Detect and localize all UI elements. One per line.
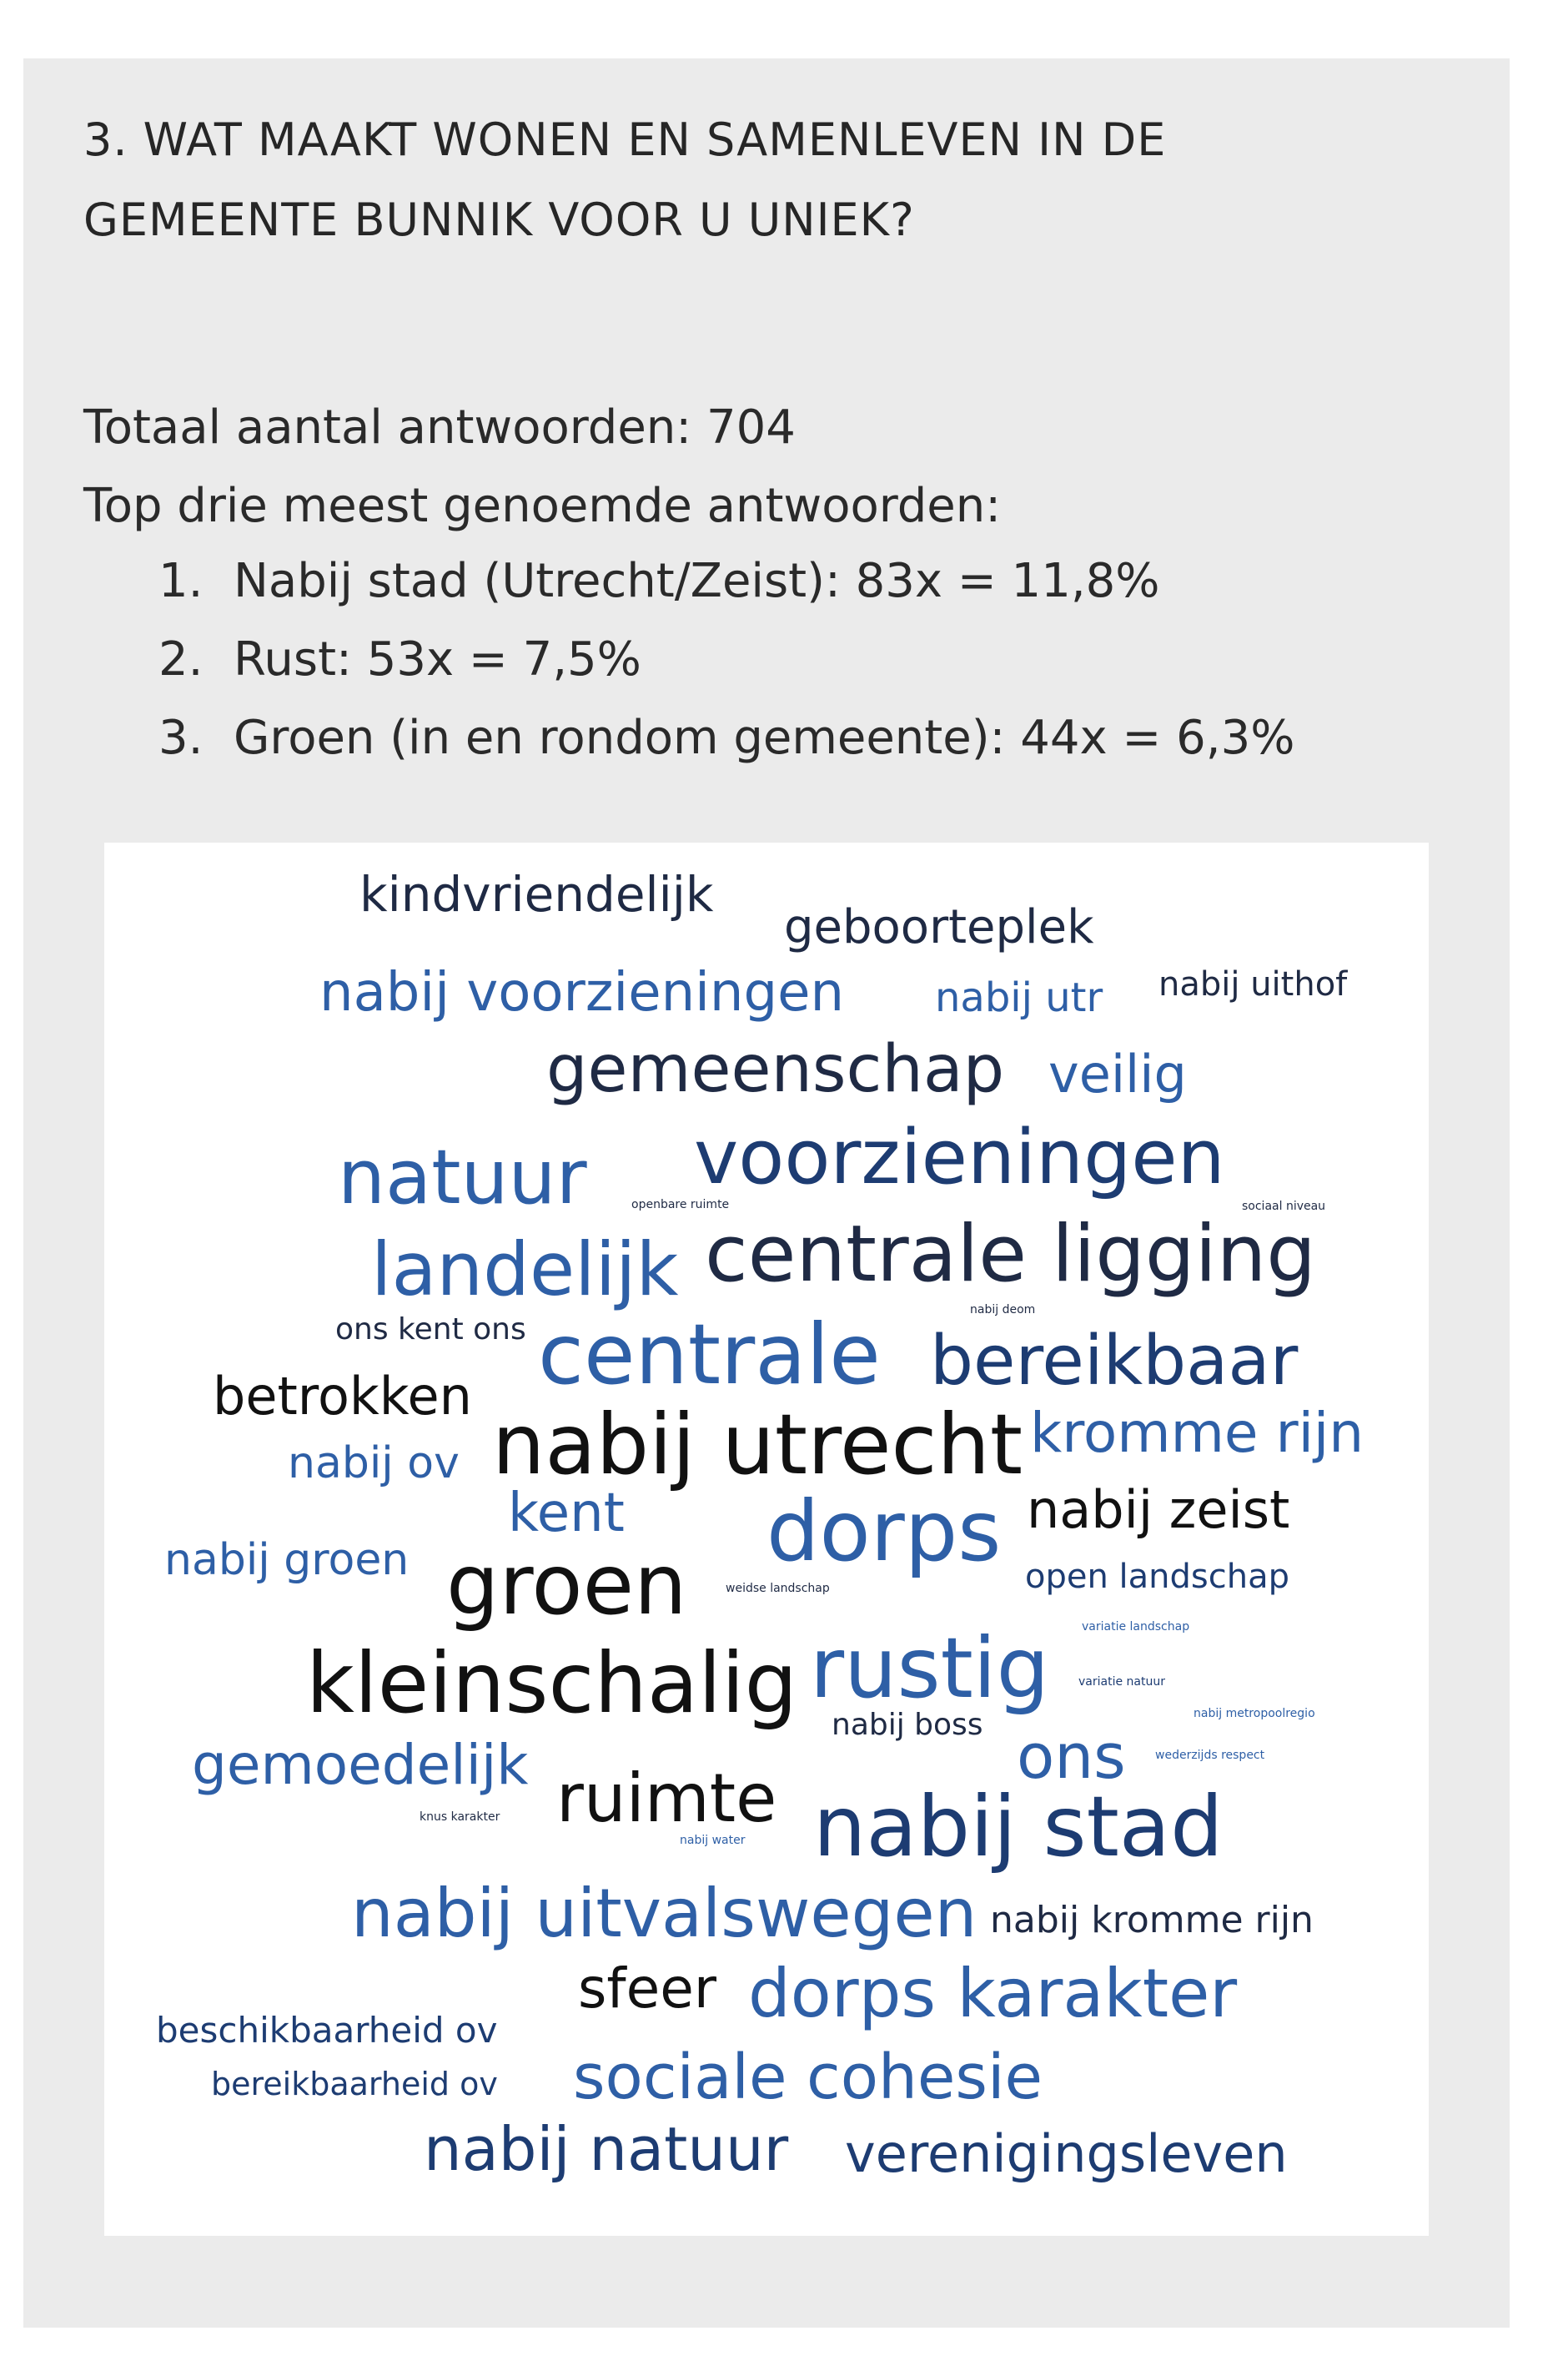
cloud-word: nabij metropoolregio xyxy=(1194,1707,1315,1720)
list-number: 1. xyxy=(158,554,204,608)
cloud-word: gemoedelijk xyxy=(192,1733,529,1797)
heading-line-1: 3. WAT MAAKT WONEN EN SAMENLEVEN IN DE xyxy=(83,113,1167,166)
cloud-word: groen xyxy=(446,1536,687,1634)
cloud-word: voorzieningen xyxy=(694,1114,1225,1201)
cloud-word: centrale ligging xyxy=(705,1209,1316,1300)
list-number: 3. xyxy=(158,711,204,765)
cloud-word: beschikbaarheid ov xyxy=(156,2010,498,2051)
cloud-word: kent xyxy=(508,1483,625,1544)
cloud-word: nabij deom xyxy=(970,1303,1036,1316)
top-three-intro: Top drie meest genoemde antwoorden: xyxy=(83,479,1002,533)
cloud-word: nabij kromme rijn xyxy=(990,1899,1314,1941)
cloud-word: nabij utrecht xyxy=(492,1396,1023,1493)
cloud-word: openbare ruimte xyxy=(631,1198,730,1211)
cloud-word: nabij natuur xyxy=(424,2114,789,2184)
cloud-word: bereikbaarheid ov xyxy=(211,2066,498,2102)
total-answers: Totaal aantal antwoorden: 704 xyxy=(83,400,796,455)
top-answer-2 xyxy=(158,632,641,687)
cloud-word: nabij water xyxy=(680,1834,746,1847)
cloud-word: kromme rijn xyxy=(1030,1401,1364,1465)
cloud-word: ons kent ons xyxy=(335,1312,526,1347)
cloud-word: open landschap xyxy=(1025,1558,1289,1596)
word-cloud xyxy=(104,843,1429,2236)
cloud-word: landelijk xyxy=(371,1226,679,1312)
list-text: Groen (in en rondom gemeente): 44x = 6,3% xyxy=(234,711,1295,765)
cloud-word: knus karakter xyxy=(420,1810,500,1824)
cloud-word: ons xyxy=(1017,1721,1126,1793)
cloud-word: nabij uitvalswegen xyxy=(351,1875,977,1952)
cloud-word: kindvriendelijk xyxy=(359,866,714,923)
cloud-word: ruimte xyxy=(556,1759,777,1837)
cloud-word: veilig xyxy=(1048,1044,1187,1105)
cloud-word: nabij zeist xyxy=(1027,1479,1290,1540)
cloud-word: nabij stad xyxy=(813,1778,1224,1875)
cloud-word: dorps karakter xyxy=(748,1955,1238,2032)
cloud-word: nabij groen xyxy=(164,1535,410,1585)
cloud-word: gemeenschap xyxy=(546,1032,1005,1107)
cloud-word: nabij boss xyxy=(832,1708,983,1742)
cloud-word: bereikbaar xyxy=(930,1321,1299,1401)
cloud-word: nabij voorzieningen xyxy=(319,962,845,1024)
cloud-word: nabij uithof xyxy=(1158,965,1348,1004)
cloud-word: sociaal niveau xyxy=(1242,1200,1326,1213)
question-heading xyxy=(83,100,1385,260)
cloud-word: variatie natuur xyxy=(1078,1675,1165,1689)
cloud-word: natuur xyxy=(338,1134,587,1221)
cloud-word: nabij utr xyxy=(935,974,1103,1021)
cloud-word: variatie landschap xyxy=(1082,1620,1190,1634)
cloud-word: verenigingsleven xyxy=(845,2123,1288,2184)
cloud-word: dorps xyxy=(766,1483,1002,1580)
list-text: Nabij stad (Utrecht/Zeist): 83x = 11,8% xyxy=(234,554,1160,608)
cloud-word: nabij ov xyxy=(288,1438,460,1488)
cloud-word: weidse landschap xyxy=(726,1582,830,1595)
cloud-word: sociale cohesie xyxy=(573,2041,1043,2113)
heading-line-2: GEMEENTE BUNNIK VOOR U UNIEK? xyxy=(83,194,915,246)
cloud-word: wederzijds respect xyxy=(1155,1749,1265,1762)
cloud-word: geboorteplek xyxy=(784,900,1094,954)
cloud-word: rustig xyxy=(810,1619,1050,1717)
cloud-word: centrale xyxy=(538,1306,881,1403)
top-answer-1 xyxy=(158,554,1159,608)
cloud-word: sfeer xyxy=(578,1956,716,2021)
cloud-word: betrokken xyxy=(213,1366,472,1427)
list-text: Rust: 53x = 7,5% xyxy=(234,632,641,687)
cloud-word: kleinschalig xyxy=(306,1634,798,1732)
top-answer-3 xyxy=(158,711,1294,765)
list-number: 2. xyxy=(158,632,204,687)
